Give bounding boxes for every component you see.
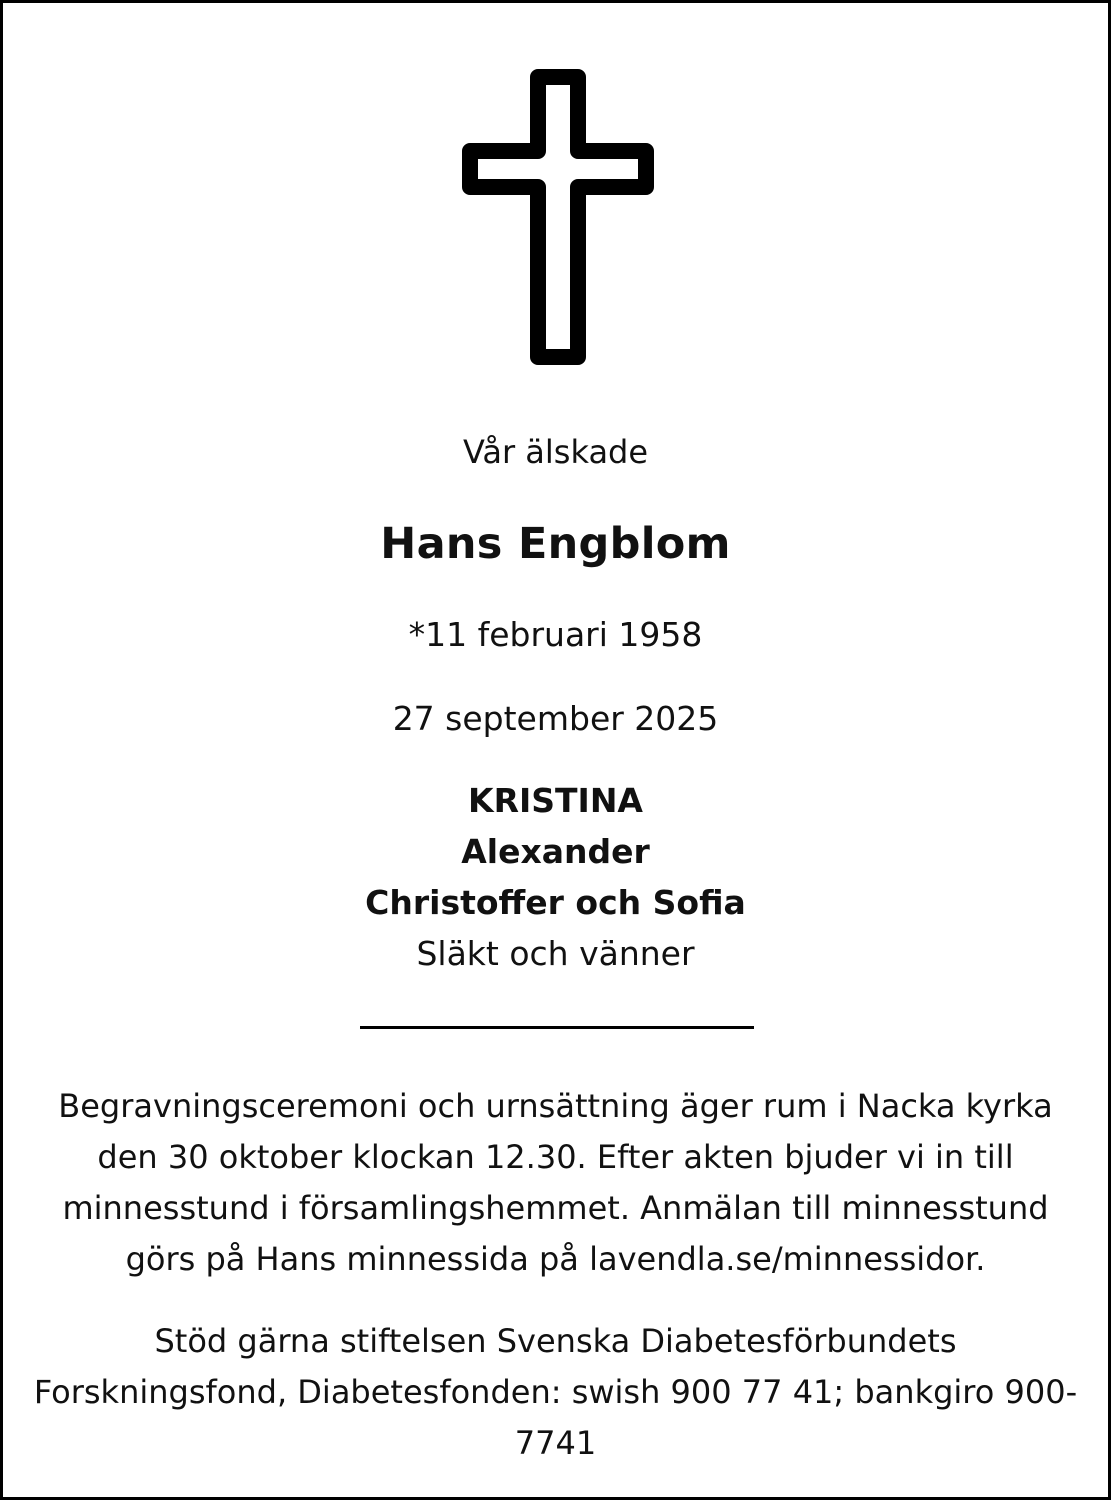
birth-date: *11 februari 1958 <box>408 615 703 654</box>
ceremony-line: görs på Hans minnessida på lavendla.se/minnessidor. <box>125 1240 986 1278</box>
donation-line: 7741 <box>514 1424 597 1462</box>
mourner-relatives: Släkt och vänner <box>416 934 695 973</box>
donation-info <box>13 1316 1098 1469</box>
ceremony-line: minnesstund i församlingshemmet. Anmälan till minnesstund <box>62 1189 1049 1227</box>
donation-line: Stöd gärna stiftelsen Svenska Diabetesförbundets <box>154 1322 957 1360</box>
mourner-spouse: KRISTINA <box>468 781 643 820</box>
mourner-child-family: Christoffer och Sofia <box>365 883 746 922</box>
cross-icon <box>460 67 656 367</box>
ceremony-line: den 30 oktober klockan 12.30. Efter akten bjuder vi in till <box>97 1138 1014 1176</box>
mourner-child: Alexander <box>461 832 650 871</box>
divider-line <box>360 1026 754 1029</box>
ceremony-line: Begravningsceremoni och urnsättning äger rum i Nacka kyrka <box>58 1087 1053 1125</box>
death-date: 27 september 2025 <box>392 699 719 738</box>
deceased-name: Hans Engblom <box>380 519 731 569</box>
ceremony-info <box>13 1081 1098 1285</box>
donation-line: Forskningsfond, Diabetesfonden: swish 900 77 41; bankgiro 900- <box>33 1373 1078 1411</box>
intro-text: Vår älskade <box>462 433 649 471</box>
